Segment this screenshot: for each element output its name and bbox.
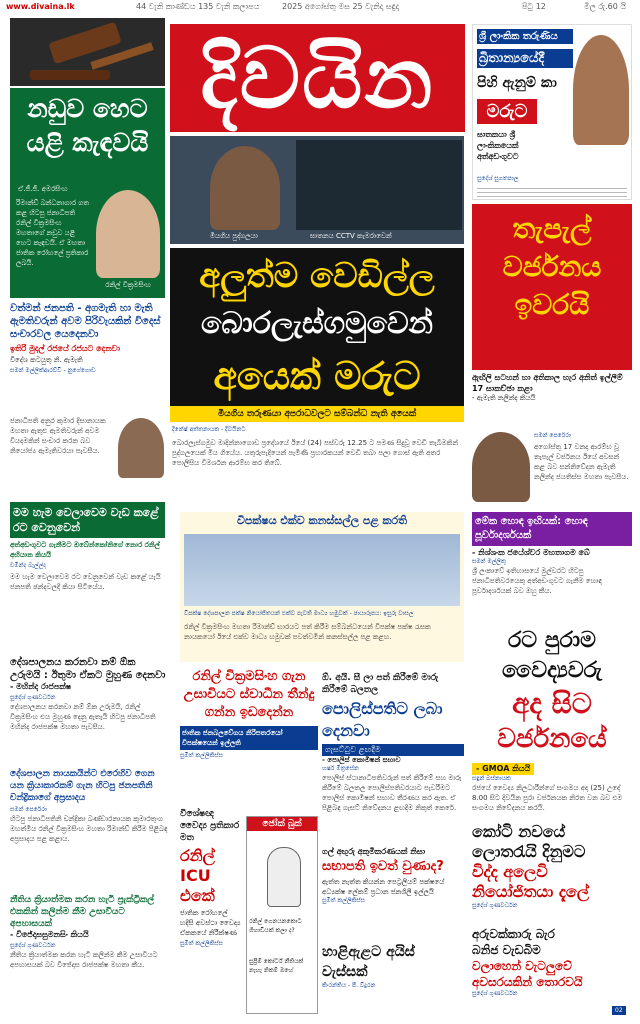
left-story-1-quote: විදේශ කටයුතු නි. ඇමැති — [10, 356, 83, 364]
police-byline: හර්ෂ මිත්‍රසේන — [322, 765, 359, 772]
uk-body-lines — [477, 185, 627, 199]
top-left-story[interactable] — [10, 88, 165, 298]
top-left-headline: නඩුව හෙට යළි කැඳවයි — [26, 94, 149, 157]
philosophy-body: ශ්‍රී ලංකාවේ ඉතිහාසයේ මුල්වරට හිටපු ජනාධිපතිවරයෙකු අත්අඩංගුවට ගැනීම හොඳ පූර්වාදර්ශයක් බව ඔහු කීය. — [472, 567, 602, 595]
doctors-headline-3: අද සිට — [512, 687, 592, 720]
police-intro: ඕ. අයි. සී ලා පත් කිරීමේ මාරු කිරීමේ බලතල — [322, 673, 439, 695]
deputy-minister-photo — [118, 418, 164, 478]
law-byline: සුදේශ් ගුණවර්ධන — [10, 942, 56, 949]
top-left-author: ඒ.ජී.ජී. අමරසිංහ — [18, 185, 68, 193]
issue-number: 44 වැනි කාණ්ඩය 135 වැනි කලාපය — [136, 2, 260, 11]
doctors-headline-2: වෛද්‍යවරු — [501, 658, 603, 683]
chandrika-headline: දේශපාලන නායකයින්ට එරෙහිව ගෙන යන ක්‍රියාකාරකම් ගැන හිටපු ජනපතිනි චන්ද්‍රිකාගේ අප්‍රසාදය — [10, 769, 155, 803]
police-body: පොලිස් ස්ථානාධිපතිවරුන් පත් කිරීමේ සහ මාරු කිරීමේ බලතල පොලිස්පතිවරයාට පැවරීමට පොලිස් කොමිෂන් සභාව තීරණය කර ඇත. ඒ පිළිබඳ ගැසට් නිවේදනය ළඟදීම නිකුත් කෙරේ. — [322, 774, 462, 812]
law-story[interactable] — [10, 894, 168, 1014]
top-left-caption: රනිල් වික්‍රමසිංහ — [105, 281, 151, 289]
politics-story[interactable] — [10, 656, 168, 766]
cctv-label: ඝාතනය CCTV කැමරාවෙන් — [310, 232, 392, 240]
doctors-headline-1: රට පුරාම — [507, 628, 596, 653]
page-count: පිටු 12 — [522, 2, 546, 11]
postal-body-block — [472, 432, 632, 506]
ranil-photo — [96, 190, 160, 278]
doctors-byline: සඳුන් බස්නායක — [472, 775, 511, 782]
masthead-title: දිවයින — [200, 28, 435, 127]
ice-story[interactable] — [322, 942, 464, 1014]
tax-headline-1: අරුවක්කාරු බැර — [472, 927, 555, 941]
left-story-1-byline: සමන් මල්ලික්ආරච්චි - නුගේගොඩ — [10, 367, 96, 374]
uk-headline-3: පිහි ඇනුම් කා — [477, 75, 557, 91]
ranil-icu-intro: විශේෂඥ වෛද්‍ය ප්‍රතිකාර මත — [180, 809, 240, 843]
uk-byline: සුදේශ් සුගතපාල — [477, 175, 519, 182]
gavel-image — [10, 18, 165, 86]
ice-byline: කිංරන්තිය - පී. විදුරන — [322, 982, 376, 989]
tax-headline-4: අවසරයකින් තොරවයි — [472, 975, 583, 989]
left-story-1-body: ජනාධිපති අනුර කුමාර දිසානායක මහතා ඇතුළු ඇමතිවරුන් අවම වියදමකින් සංචාර කරන බව නියෝජ්‍ය ඇමැතිවරයා පැවසීය. — [10, 417, 106, 455]
law-body: නීතිය ක්‍රියාත්මක කරන හැටි කලින්ම කීම උසාවියට අපහාසයක් බව විජේදාස රාජපක්ෂ මහතා කීය. — [10, 951, 158, 969]
fuel-sub: ඇත්ත නැත්ත කියන්න පෙට්‍රලියම් පක්ෂයේ අධ්‍යක්ෂ ලේකම් ප්‍රධාන ජනශිලී ඉල්ලයි — [322, 878, 445, 896]
website-url[interactable]: www.divaina.lk — [6, 2, 75, 11]
ranil-icu-headline: රනිල් ICU එකේ — [180, 846, 215, 905]
tax-headline-3: වලාහෙන් වැටලුවේ — [472, 959, 572, 973]
left-story-2-headline: මම හැම වෙලාවෙම වැඩ කළේ රට වෙනුවෙන් — [10, 502, 165, 538]
main-headline-3: අයෙක් මරුට — [213, 354, 421, 398]
tax-story[interactable] — [472, 926, 632, 1018]
ice-headline: හාළිඇළට අයිස් වැස්සක් — [322, 944, 415, 980]
cartoon-title: ජෝක් බුක් — [247, 817, 317, 831]
cctv-photo — [296, 140, 462, 230]
doctors-story[interactable] — [472, 626, 632, 816]
politics-headline-2: උරුමයි : ඊතුමා ඒකට මුහුණ දෙනවා — [10, 670, 166, 681]
ranil-icu-byline: සුමිත් කල්ලිකිස්ස — [180, 940, 223, 947]
main-headline-block[interactable] — [170, 248, 464, 406]
police-story[interactable] — [322, 672, 464, 842]
top-bar — [0, 0, 640, 14]
ranil-icu-sub: ජාතික රෝහලේ හදිසි අවස්ථා වෛද්‍ය ඒකකයේ නිරීක්ෂණ — [180, 909, 241, 937]
left-story-1-sub: ඉතිරි මුදල් රජයේ රජයට දෙනවා — [10, 344, 120, 353]
ranil-court-sub: ජාතික ජනබලවේගය නිරිපතරයෝ විපක්ෂයෙන් ඉල්ලති — [180, 726, 318, 750]
lottery-story[interactable] — [472, 822, 632, 922]
ranil-icu-story[interactable] — [180, 808, 242, 1014]
uk-headline-1: ශ්‍රී ලාංකික තරුණිය — [477, 29, 573, 44]
fuel-byline: සුමිත් කල්ලිකිස්ස — [322, 897, 365, 904]
opposition-photo — [184, 534, 460, 606]
top-left-body: රිමාන්ඩ් බන්ධනාගාර ගත කළ හිටපු ජනාධිපති රනිල් වික්‍රමසිංහ මහතාගේ නඩුව යළි හෙට කැඳවයි. ඒ මහතා ජාතික රෝහලේ ප්‍රතිකාර ලබයි. — [16, 199, 89, 267]
politics-attribution: - මහින්ද රාජපක්ෂ — [10, 682, 72, 691]
main-headline-1: අලුත්ම වෙඩිල්ල — [199, 256, 435, 296]
fuel-headline: සභාපති ඉවත් වුණාද? — [322, 859, 444, 874]
doctors-tag: - GMOA කියයි — [472, 763, 534, 775]
philosophy-attribution: - නිශ්ශංක ජයේශ්වර මහතාගම බේ — [472, 548, 590, 557]
law-attribution: - විජේදාසසුමනසිං කියයි — [10, 930, 89, 939]
main-story-body — [172, 426, 462, 506]
page-ref[interactable]: 02 — [612, 1006, 626, 1015]
politics-body: දේශපාලනය කරනවා නම් ඕක උරුමයි, රනිල් වික්‍රමසිංහ එය මුහුණ දෙනු ඇතැයි හිටපු ජනාධිපති මහින්ද රාජපක්ෂ මහතා පැවසීය. — [10, 703, 156, 731]
opposition-caption: විපක්ෂ දේශපාලන පක්ෂ නියෝජිතයන් එක්ව පැවති මාධ්‍ය හමුවක් - ඡායාරූපය: ඉසුරු වාසල — [184, 610, 414, 617]
main-headline-2: බොරලැස්ගමුවෙන් — [200, 306, 434, 341]
law-headline: නීතිය ක්‍රියාත්මක කරන හැටි ප්‍රැක්ට්‍රිකල් එකකින් කලින්ම කීම උසාවියට අපහාසයක් — [10, 895, 155, 929]
postal-body: අගෝස්තු 17 වනදා ආරම්භ වූ තැපැල් වර්ජනය ඊයේ අවසන් කළ බව සන්නිවේදන ඇමැති නලින්ද ජයතිස්ස මහතා පැවසීය. — [534, 443, 629, 481]
lottery-headline-1: කෝටි නවයේ — [472, 822, 566, 841]
doctors-headline-4: වර්ජනයේ — [497, 724, 607, 754]
opposition-story[interactable] — [180, 512, 464, 662]
postal-attribution: - ඇමැති නලින්ද කියයි — [472, 394, 536, 402]
fuel-story[interactable] — [322, 846, 464, 938]
postal-story[interactable] — [472, 204, 632, 430]
uk-sub: ඝාතකයා ශ්‍රී ලාංකිකයෙක් අත්අඩංගුවට — [477, 130, 519, 161]
chandrika-story[interactable] — [10, 768, 168, 892]
philosophy-byline: සමන් මල්ලිකු — [472, 558, 506, 565]
opposition-body: රනිල් වික්‍රමසිංහ මහතා රිමාන්ඩ් භාරයට පත් කිරීම සම්බන්ධයෙන් විපක්ෂ පක්ෂ රැසක නායකයෝ ඊයේ එක්ව මාධ්‍ය හමුවක් පවත්වමින් කනස්සල්ල පළ කළහ. — [184, 623, 431, 641]
minister-photo — [472, 432, 530, 502]
cartoon-reply: සුප්‍රීම් කෝර්ට් නීතියක් නැහැ නිකම් ඔහේ — [249, 958, 304, 974]
ranil-court-story[interactable] — [180, 668, 318, 804]
uk-headline-4: මරුට — [477, 99, 537, 124]
victim-photo — [573, 35, 629, 145]
ranil-court-headline: රනිල් වික්‍රමසිංහ ගැන උසාවියට ස්වාධීන තීන්දු ගන්න ඉඩදෙන්න — [183, 669, 315, 720]
lottery-headline-4: නියෝජිතයා දැලේ — [472, 882, 590, 901]
politics-byline: සුදේශ් ගුණවර්ධන — [10, 694, 56, 701]
tax-byline: සුදේශ් ගුණවර්ධන — [472, 990, 518, 997]
police-tag-sub: - පොලිස් කොමිෂන් සභාව — [322, 756, 401, 764]
main-deck — [170, 406, 464, 422]
lottery-headline-3: විද්ද අලෙවි — [472, 862, 548, 881]
main-deck-text: මියගිය තරුණයා අපරාධවලට සම්බන්ධ නැති අයෙක් — [217, 409, 417, 419]
left-story-1-body-block — [10, 416, 165, 500]
politics-headline-1: දේශපාලනය කරනවා නම් ඕක — [10, 657, 136, 668]
opposition-headline: විපක්ෂය එක්ව කනස්සල්ල පළ කරති — [236, 514, 408, 527]
doctors-body: රජයේ වෛද්‍ය නිලධාරීන්ගේ සංගමය අද (25) උදේ 8.00 සිට දිවයින පුරා වර්ජනයක නිරත වන බව එම සංගමය නිවේදනය කරයි. — [472, 784, 623, 812]
police-tag: ගැසට්ටුව ළඟදීම — [322, 744, 464, 756]
lottery-byline: සුදේශ් ගුණවර්ධන — [472, 902, 518, 909]
price: මිල රු.60 යි — [584, 2, 627, 11]
postal-byline: සමන් පෙරේරා — [534, 432, 571, 439]
main-photo-area — [170, 136, 464, 244]
uk-headline-2: බ්‍රිතාන්‍යයේදී — [477, 49, 573, 68]
left-story-2-byline: චමින්ද බැල්ල්ද — [10, 562, 46, 569]
postal-headline: තැපැල් වර්ජනය ඉවරයි — [472, 204, 632, 370]
tax-headline-2: බනිජ වැඩබිම — [472, 943, 541, 957]
left-story-2-sub: අත්අඩංගුවට ගැනීමට ඔබේන්කෝනිගේ නොර රනිල් අභියාන කියයි — [10, 541, 160, 559]
philosophy-story[interactable] — [472, 512, 632, 622]
deceased-label: මියගිය පුද්ගලයා — [210, 232, 258, 240]
left-story-1[interactable] — [10, 302, 165, 414]
top-right-story[interactable] — [472, 24, 632, 200]
chandrika-byline: සමන් පෙරේරා — [10, 806, 47, 813]
gavel-base — [30, 70, 110, 80]
deceased-photo — [210, 146, 280, 230]
cartoon-figure — [267, 847, 301, 907]
lottery-headline-2: ලොතරැයි දිනුමට — [472, 842, 586, 861]
ranil-court-byline: සුමිත් කල්ලිකිස්ස — [180, 752, 223, 759]
cartoon-caption: රනිල් ගෙනයනකොට ගිහාඩියක් කලා ද? — [249, 918, 302, 934]
postal-sub: ඇඟිලි සටහන් හා අතිකාල හැර අනිත් ඉල්ලීම් 17 සාකච්ඡා කළා — [472, 373, 623, 393]
cartoon — [246, 816, 318, 1014]
masthead — [170, 24, 465, 132]
left-story-2-body: මම හැම වෙලාවෙම රට වෙනුවෙන් වැඩ කළේ යැයි ජනපති ඡන්දවලදී කියා සිටියේය. — [10, 573, 161, 591]
issue-date: 2025 අගෝස්තු මස 25 වැනිදා සඳුදා — [282, 2, 400, 11]
left-story-2[interactable] — [10, 502, 165, 652]
left-story-1-headline: වත්මන් ජනපති - අගමැති හා මැති ඇමතිවරුන් අවම පිරිවැයකින් විදෙස් සංචාරවල යෙදෙනවා — [10, 303, 161, 340]
chandrika-body: හිටපු ජනාධිපතිනි චන්ද්‍රිකා බණ්ඩාරනායක කුමාරතුංග මහත්මිය රනිල් වික්‍රමසිංහ මහතා රිමාන්ඩ් කිරීම පිළිබඳ අප්‍රසාදය පළ කළාය. — [10, 815, 168, 843]
police-headline: පොලිස්පතිට ලබා දෙනවා — [322, 699, 443, 740]
main-body: බොරලැස්ගමුව මාදින්නාගොඩ ප්‍රදේශයේ ඊයේ (24) පස්වරු 12.25 ට පමණ සිදුවූ වෙඩි තැබීමකින් පුද්ගලයෙක් මිය ගියේය. යතුරුපැදියෙන් පැමිණි ප්‍රහාරකයන් වෙඩි තබා පලා ගොස් ඇති අතර පොලිසිය විමර්ශන ආරම්භ කර තිබේ. — [172, 439, 459, 467]
philosophy-headline: මේක හොඳ ඉඟියක්: හොඳ පූර්වාදර්ශයක් — [472, 512, 632, 546]
fuel-intro: ගල් අඟුරු අකුමීකරණයක් නිසා — [322, 847, 426, 856]
main-byline: දිනේෂ් අත්තනායක - දිවයිනට — [172, 426, 246, 433]
